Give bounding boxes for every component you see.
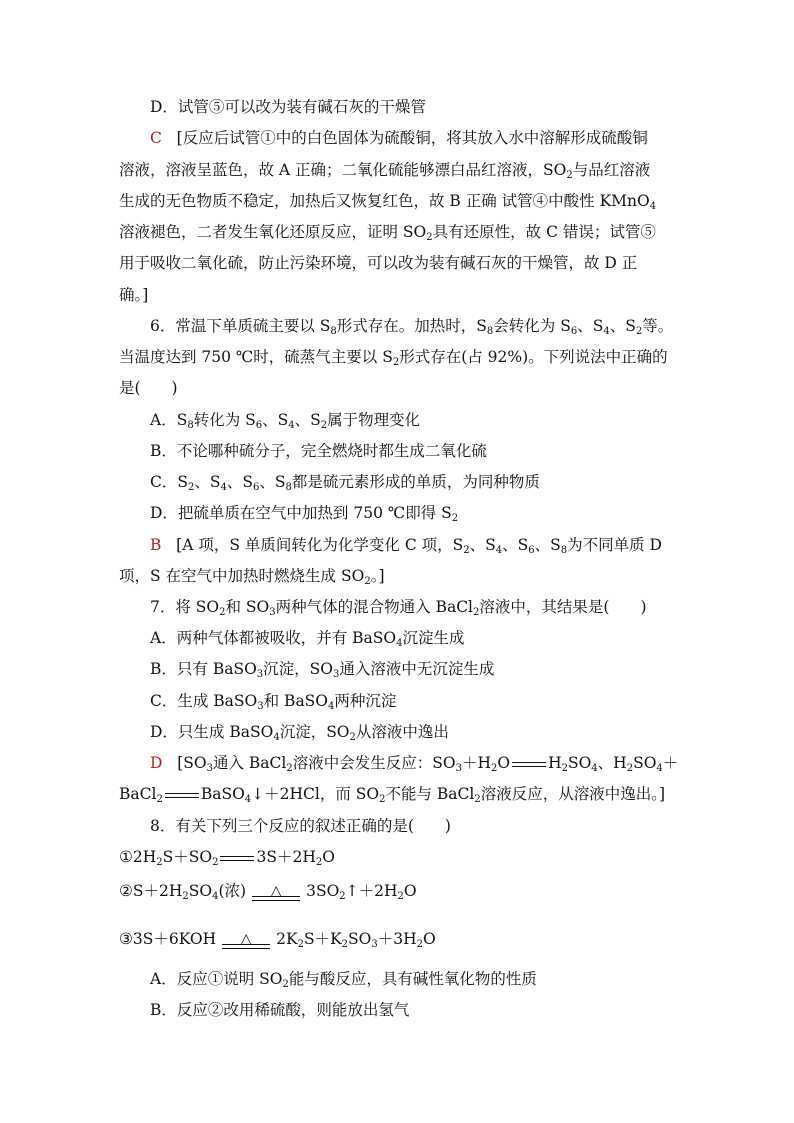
q8-reaction-3: ③3S＋6KOH △ $2K_2S+K_2SO_3+3H_2O$	[119, 930, 436, 950]
heat-equals-sign	[222, 932, 270, 949]
q7-explanation-line-1: D [$SO_3$通入 BaCl$_2$溶液中会发生反应：$SO_3+H_2O$ $H_2SO_4$、$H_2SO_4+$	[150, 754, 679, 774]
q6-option-c: C．$S_2$、$S_4$、$S_6$、$S_8$都是硫元素形成的单质，为同种物质	[150, 473, 540, 493]
q6-answer: B	[150, 536, 162, 554]
q6-stem-line-1: 6．常温下单质硫主要以 $S_8$形式存在。加热时，$S_8$会转化为 $S_6$、$S_4$、$S_2$等。	[150, 317, 674, 337]
q5-explanation-line-6: 确。]	[119, 286, 149, 304]
q7-option-c: C．生成 BaSO$_3$和 BaSO$_4$两种沉淀	[150, 692, 397, 712]
q6-option-d: D．把硫单质在空气中加热到 750 ℃即得 $S_2$	[150, 504, 459, 524]
q5-explanation-line-2: 溶液，溶液呈蓝色，故 A 正确；二氧化硫能够漂白品红溶液，$SO_2$与品红溶液	[119, 161, 651, 181]
q8-reaction-2: $②S+2H_2SO_4$(浓) △ $3SO_2↑+2H_2O$	[119, 882, 417, 902]
q6-explanation-line-1: B [A 项，S 单质间转化为化学变化 C 项，$S_2$、$S_4$、$S_6$、$S_8$为不同单质 D	[150, 536, 662, 556]
q7-explanation-line-2: BaCl$_2$ BaSO$_4$↓＋2HCl，而 $SO_2$不能与 BaCl$_2$溶液反应，从溶液中逸出。]	[119, 785, 666, 805]
q5-answer: C	[150, 129, 162, 147]
reaction-equals-sign	[512, 762, 546, 767]
heat-equals-sign	[252, 884, 300, 901]
q5-explanation-line-4: 溶液褪色，二者发生氧化还原反应，证明 $SO_2$具有还原性，故 C 错误；试管⑤	[119, 223, 656, 243]
q5-explanation-line-3: 生成的无色物质不稳定，加热后又恢复红色，故 B 正确 试管④中酸性 KMnO$_4$	[119, 192, 657, 212]
q5-option-d: D．试管⑤可以改为装有碱石灰的干燥管	[150, 98, 426, 116]
q5-explanation-line-1: C [反应后试管①中的白色固体为硫酸铜，将其放入水中溶解形成硫酸铜	[150, 129, 648, 147]
q8-reaction-1: $①2H_2S+SO_2$ $3S+2H_2O$	[119, 848, 335, 868]
q8-option-a: A．反应①说明 $SO_2$能与酸反应，具有碱性氧化物的性质	[150, 970, 537, 990]
reaction-equals-sign	[165, 793, 199, 798]
q6-stem-line-2: 当温度达到 750 ℃时，硫蒸气主要以 $S_2$形式存在(占 92%)。下列说法中正确的	[119, 348, 668, 368]
q8-option-b: B．反应②改用稀硫酸，则能放出氢气	[150, 1001, 410, 1019]
heat-triangle-icon: △	[240, 930, 252, 947]
q6-option-b: B．不论哪种硫分子，完全燃烧时都生成二氧化硫	[150, 442, 487, 460]
q7-option-b: B．只有 BaSO$_3$沉淀，$SO_3$通入溶液中无沉淀生成	[150, 660, 495, 680]
q5-explanation-line-5: 用于吸收二氧化硫，防止污染环境，可以改为装有碱石灰的干燥管，故 D 正	[119, 254, 638, 272]
q7-answer: D	[150, 754, 163, 772]
q6-option-a: A．$S_8$转化为 $S_6$、$S_4$、$S_2$属于物理变化	[150, 411, 421, 431]
q6-explanation-line-2: 项，S 在空气中加热时燃烧生成 $SO_2$。]	[119, 567, 385, 587]
q7-stem: 7．将 $SO_2$和 $SO_3$两种气体的混合物通入 BaCl$_2$溶液中，其结果是( )	[150, 598, 647, 618]
q6-stem-line-3: 是( )	[119, 379, 178, 397]
heat-triangle-icon: △	[270, 882, 282, 899]
q7-option-d: D．只生成 BaSO$_4$沉淀，$SO_2$从溶液中逸出	[150, 723, 449, 743]
reaction-equals-sign	[220, 856, 254, 861]
q7-option-a: A．两种气体都被吸收，并有 BaSO$_4$沉淀生成	[150, 629, 465, 649]
q8-stem: 8．有关下列三个反应的叙述正确的是( )	[150, 817, 451, 835]
